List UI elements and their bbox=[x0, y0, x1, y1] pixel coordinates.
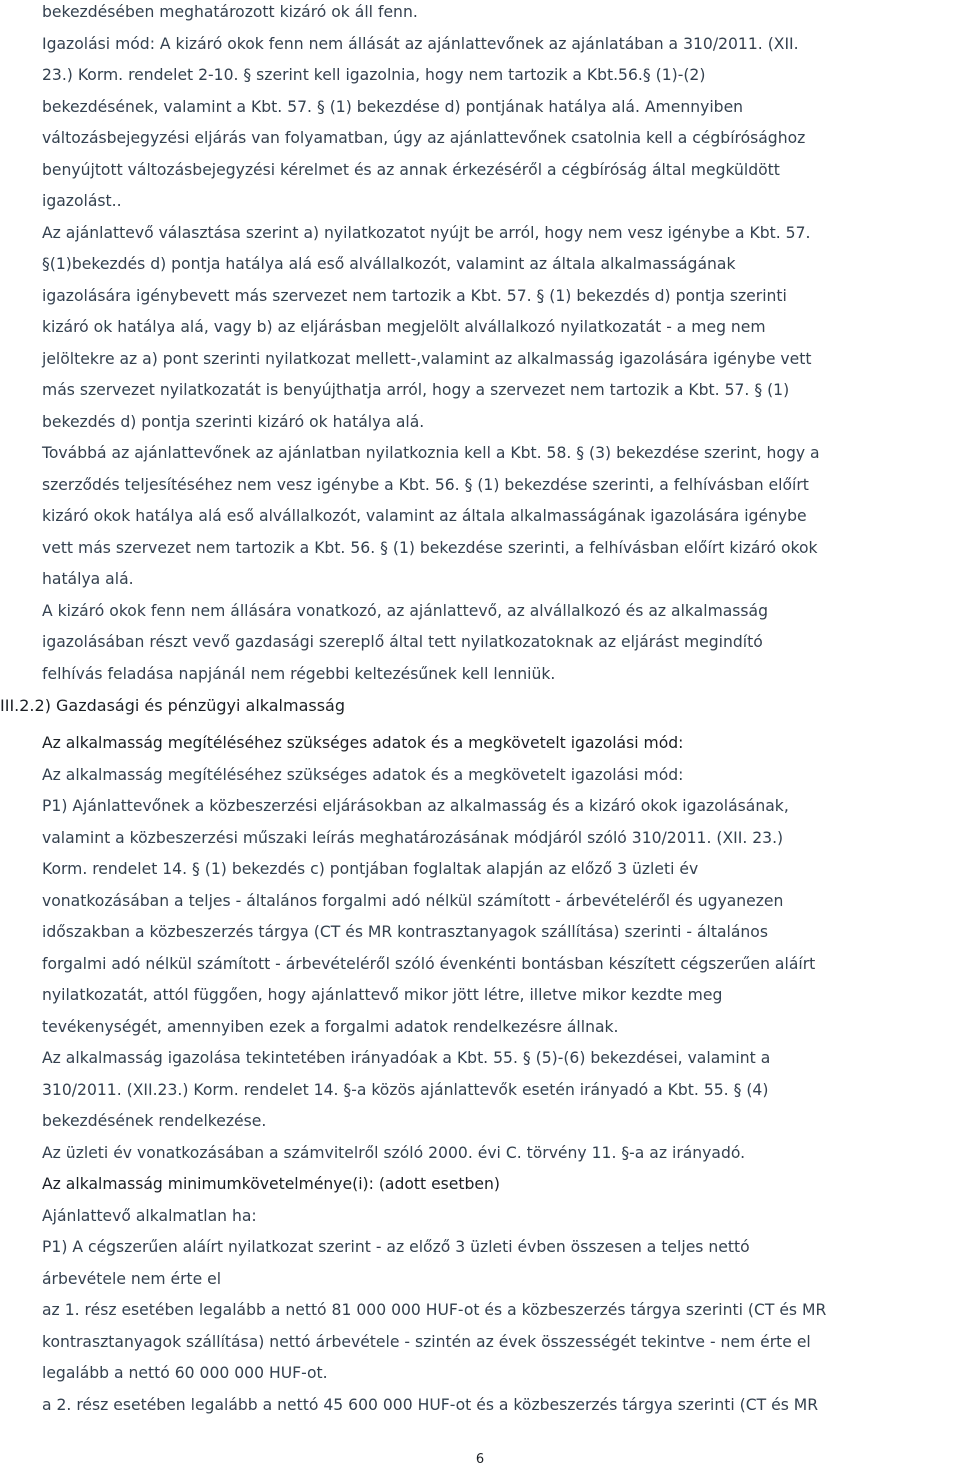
text-line: igazolásában részt vevő gazdasági szereplő által tett nyilatkozatoknak az eljárást megindító bbox=[42, 633, 763, 651]
text-line: tevékenységét, amennyiben ezek a forgalmi adatok rendelkezésre állnak. bbox=[42, 1017, 619, 1036]
text-line: Igazolási mód: A kizáró okok fenn nem állását az ajánlattevőnek az ajánlatában a 310/2011. (XII. bbox=[42, 34, 799, 53]
text-line: Az alkalmasság megítéléséhez szükséges adatok és a megkövetelt igazolási mód: bbox=[42, 765, 684, 784]
text-line: árbevétele nem érte el bbox=[42, 1269, 222, 1288]
exclusion-grounds-text bbox=[42, 0, 957, 690]
text-line: nyilatkozatát, attól függően, hogy ajánlattevő mikor jött létre, illetve mikor kezdte meg bbox=[42, 986, 723, 1004]
text-line: bekezdésének, valamint a Kbt. 57. § (1) bekezdése d) pontjának hatálya alá. Amennyiben bbox=[42, 97, 744, 116]
text-line: valamint a közbeszerzési műszaki leírás meghatározásának módjáról szóló 310/2011. (XII. 23.) bbox=[42, 828, 784, 847]
text-line: Korm. rendelet 14. § (1) bekezdés c) pontjában foglaltak alapján az előző 3 üzleti év bbox=[42, 860, 699, 878]
text-line: változásbejegyzési eljárás van folyamatban, úgy az ajánlattevőnek csatolnia kell a cégbírósághoz bbox=[42, 129, 806, 147]
page-number: 6 bbox=[475, 1452, 485, 1467]
text-line: Továbbá az ajánlattevőnek az ajánlatban nyilatkoznia kell a Kbt. 58. § (3) bekezdése szerint, hogy a bbox=[42, 444, 820, 462]
text-line: bekezdés d) pontja szerinti kizáró ok hatálya alá. bbox=[42, 412, 425, 431]
text-line: A kizáró okok fenn nem állására vonatkozó, az ajánlattevő, az alvállalkozó és az alkalmasság bbox=[42, 601, 769, 620]
text-line: kizáró ok hatálya alá, vagy b) az eljárásban megjelölt alvállalkozó nyilatkozatát - a meg nem bbox=[42, 318, 766, 336]
text-line: P1) Ajánlattevőnek a közbeszerzési eljárásokban az alkalmasság és a kizáró okok igazolásának, bbox=[42, 797, 789, 815]
text-line: Ajánlattevő alkalmatlan ha: bbox=[42, 1206, 257, 1225]
text-line: a 2. rész esetében legalább a nettó 45 600 000 HUF-ot és a közbeszerzés tárgya szerinti (CT és MR bbox=[42, 1395, 819, 1414]
text-line: Az ajánlattevő választása szerint a) nyilatkozatot nyújt be arról, hogy nem vesz igénybe a Kbt. 57. bbox=[42, 223, 811, 242]
text-line: Az üzleti év vonatkozásában a számvitelről szóló 2000. évi C. törvény 11. §-a az irányadó. bbox=[42, 1143, 746, 1162]
text-line: más szervezet nyilatkozatát is benyújthatja arról, hogy a szervezet nem tartozik a Kbt. 57. § (1) bbox=[42, 381, 790, 399]
text-line: bekezdésének rendelkezése. bbox=[42, 1112, 267, 1130]
text-line: kizáró okok hatálya alá eső alvállalkozót, valamint az általa alkalmasságának igazolására igénybe bbox=[42, 507, 807, 525]
text-line: hatálya alá. bbox=[42, 570, 134, 588]
text-line: P1) A cégszerűen aláírt nyilatkozat szerint - az előző 3 üzleti évben összesen a teljes nettó bbox=[42, 1238, 750, 1256]
text-line: kontrasztanyagok szállítása) nettó árbevétele - szintén az évek összességét tekintve - nem érte el bbox=[42, 1332, 811, 1351]
text-line: bekezdésében meghatározott kizáró ok áll fenn. bbox=[42, 3, 418, 21]
subheading-line: Az alkalmasság minimumkövetelménye(i): (adott esetben) bbox=[42, 1175, 500, 1193]
text-line: igazolást.. bbox=[42, 192, 122, 210]
text-line: 310/2011. (XII.23.) Korm. rendelet 14. §-a közös ajánlattevők esetén irányadó a Kbt. 55. § (4) bbox=[42, 1080, 769, 1099]
text-line: az 1. rész esetében legalább a nettó 81 000 000 HUF-ot és a közbeszerzés tárgya szerinti (CT és MR bbox=[42, 1301, 827, 1319]
text-line: forgalmi adó nélkül számított - árbevételéről szóló évenkénti bontásban készített cégszerűen aláírt bbox=[42, 954, 816, 973]
text-line: vett más szervezet nem tartozik a Kbt. 56. § (1) bekezdése szerinti, a felhívásban előírt kizáró okok bbox=[42, 538, 818, 557]
text-line: benyújtott változásbejegyzési kérelmet és az annak érkezéséről a cégbíróság által megküldött bbox=[42, 160, 780, 179]
text-line: igazolására igénybevett más szervezet nem tartozik a Kbt. 57. § (1) bekezdés d) pontja szerinti bbox=[42, 286, 787, 305]
financial-capacity-text bbox=[42, 728, 957, 1421]
text-line: jelöltekre az a) pont szerinti nyilatkozat mellett-,valamint az alkalmasság igazolására igénybe vett bbox=[42, 349, 812, 368]
text-line: felhívás feladása napjánál nem régebbi keltezésűnek kell lenniük. bbox=[42, 664, 556, 683]
text-line: Az alkalmasság igazolása tekintetében irányadóak a Kbt. 55. § (5)-(6) bekezdései, valamint a bbox=[42, 1049, 771, 1067]
text-line: legalább a nettó 60 000 000 HUF-ot. bbox=[42, 1364, 328, 1382]
section-heading: III.2.2) Gazdasági és pénzügyi alkalmasság bbox=[0, 696, 346, 715]
text-line: 23.) Korm. rendelet 2-10. § szerint kell igazolnia, hogy nem tartozik a Kbt.56.§ (1)-(2) bbox=[42, 66, 706, 84]
text-line: időszakban a közbeszerzés tárgya (CT és MR kontrasztanyagok szállítása) szerinti - általános bbox=[42, 923, 768, 941]
text-line: §(1)bekezdés d) pontja hatálya alá eső alvállalkozót, valamint az általa alkalmasságának bbox=[42, 255, 736, 273]
subheading-line: Az alkalmasság megítéléséhez szükséges adatok és a megkövetelt igazolási mód: bbox=[42, 734, 684, 752]
text-line: vonatkozásában a teljes - általános forgalmi adó nélkül számított - árbevételéről és ugyanezen bbox=[42, 891, 784, 910]
text-line: szerződés teljesítéséhez nem vesz igénybe a Kbt. 56. § (1) bekezdése szerinti, a felhívásban előírt bbox=[42, 475, 809, 494]
